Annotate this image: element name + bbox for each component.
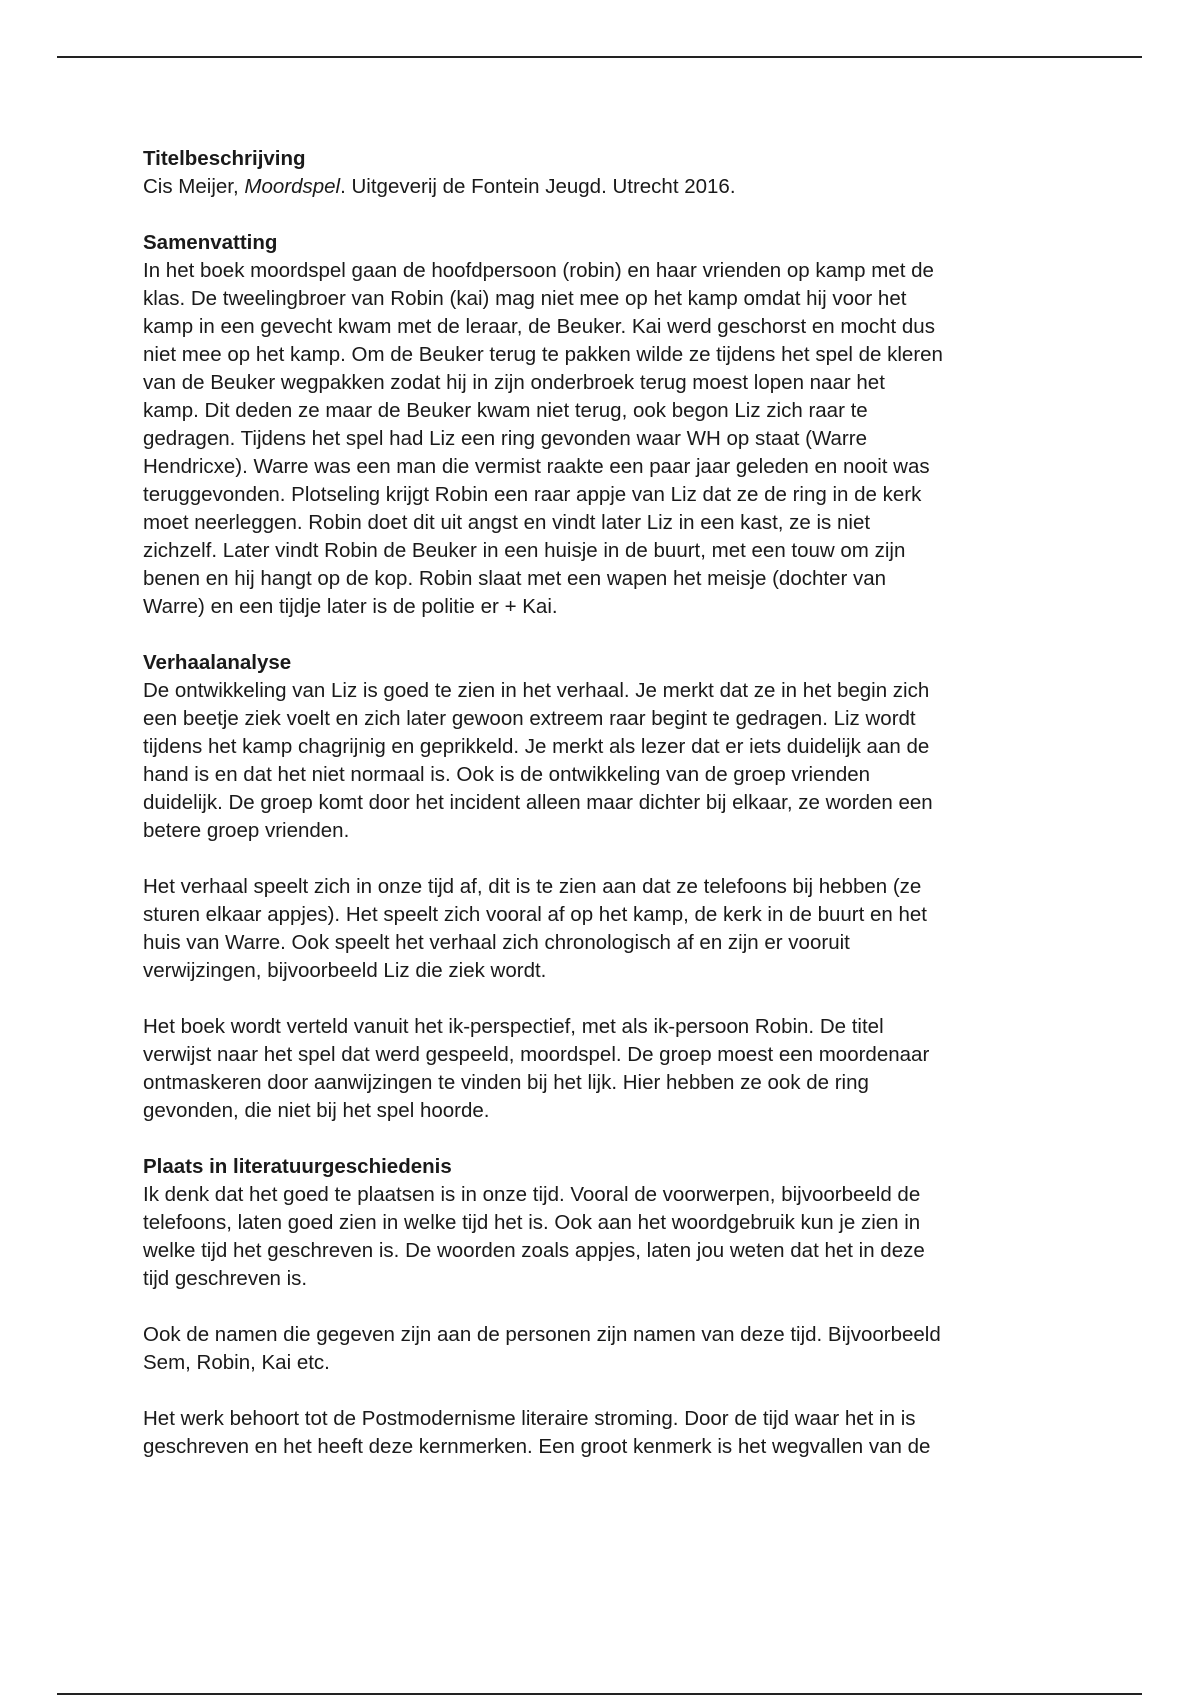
text-line: Het verhaal speelt zich in onze tijd af, dit is te zien aan dat ze telefoons bij hebben (ze xyxy=(143,875,922,898)
spacer xyxy=(143,845,1103,873)
text-line: Ik denk dat het goed te plaatsen is in onze tijd. Vooral de voorwerpen, bijvoorbeeld de xyxy=(143,1183,921,1206)
text-line: duidelijk. De groep komt door het incident alleen maar dichter bij elkaar, ze worden een xyxy=(143,791,933,814)
text-line: welke tijd het geschreven is. De woorden zoals appjes, laten jou weten dat het in deze xyxy=(143,1239,925,1262)
text-line: geschreven en het heeft deze kernmerken. Een groot kenmerk is het wegvallen van de xyxy=(143,1435,931,1458)
title-description-section xyxy=(143,145,1103,201)
spacer xyxy=(143,201,1103,229)
text-line: huis van Warre. Ook speelt het verhaal zich chronologisch af en zijn er vooruit xyxy=(143,931,850,954)
text-line: hand is en dat het niet normaal is. Ook is de ontwikkeling van de groep vrienden xyxy=(143,763,871,786)
text-line: Het werk behoort tot de Postmodernisme literaire stroming. Door de tijd waar het in is xyxy=(143,1407,916,1430)
text-line: Hendricxe). Warre was een man die vermist raakte een paar jaar geleden en nooit was xyxy=(143,455,930,478)
text-line: benen en hij hangt op de kop. Robin slaat met een wapen het meisje (dochter van xyxy=(143,567,887,590)
text-line: Ook de namen die gegeven zijn aan de personen zijn namen van deze tijd. Bijvoorbeeld xyxy=(143,1323,941,1346)
spacer xyxy=(143,985,1103,1013)
text-line: De ontwikkeling van Liz is goed te zien in het verhaal. Je merkt dat ze in het begin zich xyxy=(143,679,930,702)
text-line: teruggevonden. Plotseling krijgt Robin een raar appje van Liz dat ze de ring in de kerk xyxy=(143,483,922,506)
story-analysis-section xyxy=(143,649,1103,1125)
text-line: ontmaskeren door aanwijzingen te vinden bij het lijk. Hier hebben ze ook de ring xyxy=(143,1071,869,1094)
header-rule xyxy=(57,56,1142,58)
section-heading: Titelbeschrijving xyxy=(143,147,306,170)
citation-book-title: Moordspel xyxy=(244,175,341,198)
text-line: sturen elkaar appjes). Het speelt zich vooral af op het kamp, de kerk in de buurt en het xyxy=(143,903,927,926)
section-heading: Plaats in literatuurgeschiedenis xyxy=(143,1155,452,1178)
section-heading: Verhaalanalyse xyxy=(143,651,292,674)
literary-history-section xyxy=(143,1153,1103,1461)
summary-section xyxy=(143,229,1103,621)
text-line: gevonden, die niet bij het spel hoorde. xyxy=(143,1099,490,1122)
text-line: verwijst naar het spel dat werd gespeeld, moordspel. De groep moest een moordenaar xyxy=(143,1043,930,1066)
text-line: Warre) en een tijdje later is de politie er + Kai. xyxy=(143,595,558,618)
text-line: van de Beuker wegpakken zodat hij in zijn onderbroek terug moest lopen naar het xyxy=(143,371,885,394)
text-line: zichzelf. Later vindt Robin de Beuker in een huisje in de buurt, met een touw om zijn xyxy=(143,539,906,562)
text-line: moet neerleggen. Robin doet dit uit angst en vindt later Liz in een kast, ze is niet xyxy=(143,511,871,534)
text-line: niet mee op het kamp. Om de Beuker terug te pakken wilde ze tijdens het spel de kleren xyxy=(143,343,943,366)
spacer xyxy=(143,1377,1103,1405)
text-line: Sem, Robin, Kai etc. xyxy=(143,1351,330,1374)
spacer xyxy=(143,621,1103,649)
text-line: kamp in een gevecht kwam met de leraar, de Beuker. Kai werd geschorst en mocht dus xyxy=(143,315,935,338)
spacer xyxy=(143,1293,1103,1321)
text-line: kamp. Dit deden ze maar de Beuker kwam niet terug, ook begon Liz zich raar te xyxy=(143,399,868,422)
text-line: verwijzingen, bijvoorbeeld Liz die ziek wordt. xyxy=(143,959,547,982)
text-line: betere groep vrienden. xyxy=(143,819,350,842)
citation-author: Cis Meijer, xyxy=(143,175,245,198)
text-line: klas. De tweelingbroer van Robin (kai) mag niet mee op het kamp omdat hij voor het xyxy=(143,287,907,310)
document-body xyxy=(143,145,1103,1461)
footer-rule xyxy=(57,1693,1142,1695)
text-line: telefoons, laten goed zien in welke tijd het is. Ook aan het woordgebruik kun je zien in xyxy=(143,1211,921,1234)
text-line: een beetje ziek voelt en zich later gewoon extreem raar begint te gedragen. Liz wordt xyxy=(143,707,916,730)
text-line: tijd geschreven is. xyxy=(143,1267,308,1290)
section-heading: Samenvatting xyxy=(143,231,278,254)
text-line: gedragen. Tijdens het spel had Liz een ring gevonden waar WH op staat (Warre xyxy=(143,427,867,450)
text-line: Het boek wordt verteld vanuit het ik-perspectief, met als ik-persoon Robin. De titel xyxy=(143,1015,884,1038)
text-line: In het boek moordspel gaan de hoofdpersoon (robin) en haar vrienden op kamp met de xyxy=(143,259,934,282)
spacer xyxy=(143,1125,1103,1153)
citation-publication: . Uitgeverij de Fontein Jeugd. Utrecht 2016. xyxy=(340,175,736,198)
citation-line xyxy=(143,173,1103,201)
text-line: tijdens het kamp chagrijnig en geprikkeld. Je merkt als lezer dat er iets duidelijk aan de xyxy=(143,735,930,758)
